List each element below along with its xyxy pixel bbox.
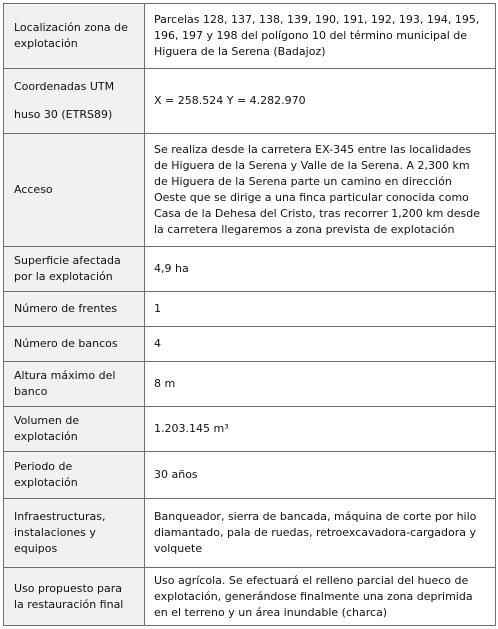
table-row [4,568,496,626]
table-row [4,327,496,362]
row-label-localizacion: Localización zona de explotación [4,4,145,69]
row-label-superficie: Superficie afectada por la explotación [4,247,145,292]
row-label-volumen: Volumen de explotación [4,407,145,452]
row-value-frentes: 1 [145,292,496,327]
row-value-superficie: 4,9 ha [145,247,496,292]
table-row [4,452,496,499]
table-row [4,407,496,452]
coordenadas-label-line1: Coordenadas UTM [14,80,115,93]
table-row [4,292,496,327]
coordenadas-label-line2: huso 30 (ETRS89) [14,108,113,121]
table-row [4,69,496,134]
row-label-bancos: Número de bancos [4,327,145,362]
row-label-altura: Altura máximo del banco [4,362,145,407]
row-label-uso-propuesto: Uso propuesto para la restauración final [4,568,145,626]
row-value-coordenadas: X = 258.524 Y = 4.282.970 [145,69,496,134]
row-value-volumen: 1.203.145 m³ [145,407,496,452]
table-row [4,4,496,69]
row-label-acceso: Acceso [4,134,145,247]
row-value-infraestructuras: Banqueador, sierra de bancada, máquina de corte por hilo diamantado, pala de ruedas, retroexcavadora-cargadora y volquete [145,499,496,568]
row-value-altura: 8 m [145,362,496,407]
row-value-periodo: 30 años [145,452,496,499]
row-value-acceso: Se realiza desde la carretera EX-345 entre las localidades de Higuera de la Serena y Valle de la Serena. A 2,300 km de Higuera de la Serena parte un camino en dirección Oeste que se dirige a una finca particular conocida como Casa de la Dehesa del Cristo, tras recorrer 1,200 km desde la carretera llegaremos a zona prevista de explotación [145,134,496,247]
row-value-localizacion: Parcelas 128, 137, 138, 139, 190, 191, 192, 193, 194, 195, 196, 197 y 198 del polígono 10 del término municipal de Higuera de la Serena (Badajoz) [145,4,496,69]
exploitation-data-table [3,3,496,626]
table-row [4,362,496,407]
table-row [4,247,496,292]
row-label-periodo: Periodo de explotación [4,452,145,499]
row-value-bancos: 4 [145,327,496,362]
row-label-frentes: Número de frentes [4,292,145,327]
table-row [4,499,496,568]
table-row [4,134,496,247]
row-label-coordenadas [4,69,145,134]
row-label-infraestructuras: Infraestructuras, instalaciones y equipos [4,499,145,568]
row-value-uso-propuesto: Uso agrícola. Se efectuará el relleno parcial del hueco de explotación, generándose finalmente una zona deprimida en el terreno y un área inundable (charca) [145,568,496,626]
